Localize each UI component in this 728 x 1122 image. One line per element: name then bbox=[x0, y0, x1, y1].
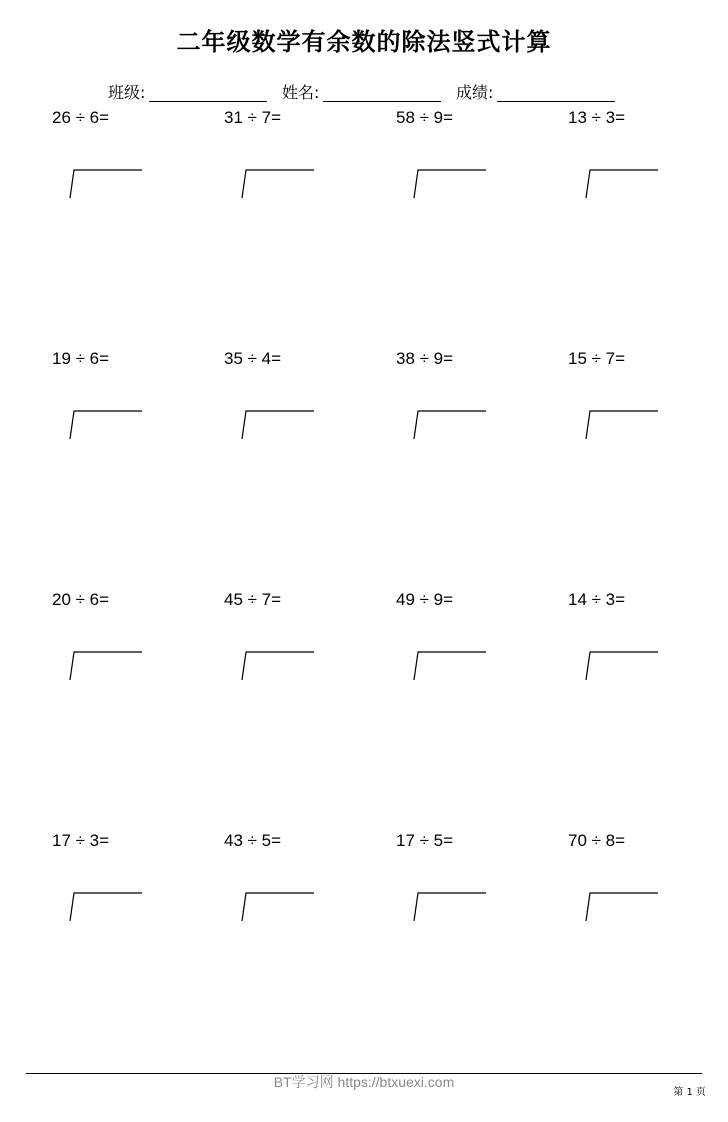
long-division-bracket-icon bbox=[584, 891, 658, 923]
long-division-bracket-icon bbox=[240, 891, 314, 923]
name-blank[interactable] bbox=[323, 85, 441, 102]
student-info-row bbox=[108, 80, 668, 104]
problem-expression: 70 ÷ 8= bbox=[568, 831, 626, 850]
division-problem bbox=[568, 831, 698, 951]
class-blank[interactable] bbox=[149, 85, 267, 102]
division-problem bbox=[52, 831, 182, 951]
division-problem bbox=[568, 108, 698, 228]
division-problem bbox=[224, 831, 354, 951]
long-division-bracket-icon bbox=[412, 650, 486, 682]
score-blank[interactable] bbox=[497, 85, 615, 102]
division-problem bbox=[224, 590, 354, 710]
name-label: 姓名: bbox=[282, 83, 320, 102]
long-division-bracket-icon bbox=[412, 891, 486, 923]
long-division-bracket-icon bbox=[412, 168, 486, 200]
problem-expression: 19 ÷ 6= bbox=[52, 349, 110, 368]
problem-expression: 31 ÷ 7= bbox=[224, 108, 282, 127]
long-division-bracket-icon bbox=[68, 168, 142, 200]
score-field[interactable] bbox=[456, 80, 615, 103]
division-problem bbox=[396, 831, 526, 951]
division-problem bbox=[396, 590, 526, 710]
problem-expression: 17 ÷ 3= bbox=[52, 831, 110, 850]
problem-expression: 17 ÷ 5= bbox=[396, 831, 454, 850]
division-problem bbox=[52, 349, 182, 469]
division-problem bbox=[396, 108, 526, 228]
long-division-bracket-icon bbox=[584, 168, 658, 200]
long-division-bracket-icon bbox=[584, 409, 658, 441]
long-division-bracket-icon bbox=[68, 409, 142, 441]
long-division-bracket-icon bbox=[240, 168, 314, 200]
long-division-bracket-icon bbox=[240, 650, 314, 682]
division-problem bbox=[52, 590, 182, 710]
score-label: 成绩: bbox=[456, 83, 494, 102]
long-division-bracket-icon bbox=[412, 409, 486, 441]
problem-expression: 13 ÷ 3= bbox=[568, 108, 626, 127]
footer-watermark: BT学习网 https://btxuexi.com bbox=[273, 1074, 455, 1090]
problem-expression: 43 ÷ 5= bbox=[224, 831, 282, 850]
long-division-bracket-icon bbox=[584, 650, 658, 682]
division-problem bbox=[568, 590, 698, 710]
division-problem bbox=[224, 349, 354, 469]
long-division-bracket-icon bbox=[68, 891, 142, 923]
class-label: 班级: bbox=[108, 83, 146, 102]
problem-expression: 15 ÷ 7= bbox=[568, 349, 626, 368]
division-problem bbox=[52, 108, 182, 228]
problem-expression: 35 ÷ 4= bbox=[224, 349, 282, 368]
worksheet-title: 二年级数学有余数的除法竖式计算 bbox=[176, 28, 552, 56]
problem-expression: 58 ÷ 9= bbox=[396, 108, 454, 127]
problem-expression: 14 ÷ 3= bbox=[568, 590, 626, 609]
division-problem bbox=[568, 349, 698, 469]
long-division-bracket-icon bbox=[240, 409, 314, 441]
problem-expression: 38 ÷ 9= bbox=[396, 349, 454, 368]
problem-expression: 20 ÷ 6= bbox=[52, 590, 110, 609]
problem-expression: 49 ÷ 9= bbox=[396, 590, 454, 609]
problem-expression: 45 ÷ 7= bbox=[224, 590, 282, 609]
division-problem bbox=[224, 108, 354, 228]
division-problem bbox=[396, 349, 526, 469]
long-division-bracket-icon bbox=[68, 650, 142, 682]
name-field[interactable] bbox=[282, 80, 441, 103]
problem-expression: 26 ÷ 6= bbox=[52, 108, 110, 127]
class-field[interactable] bbox=[108, 80, 267, 103]
page-number: 第 1 页 bbox=[673, 1087, 706, 1098]
